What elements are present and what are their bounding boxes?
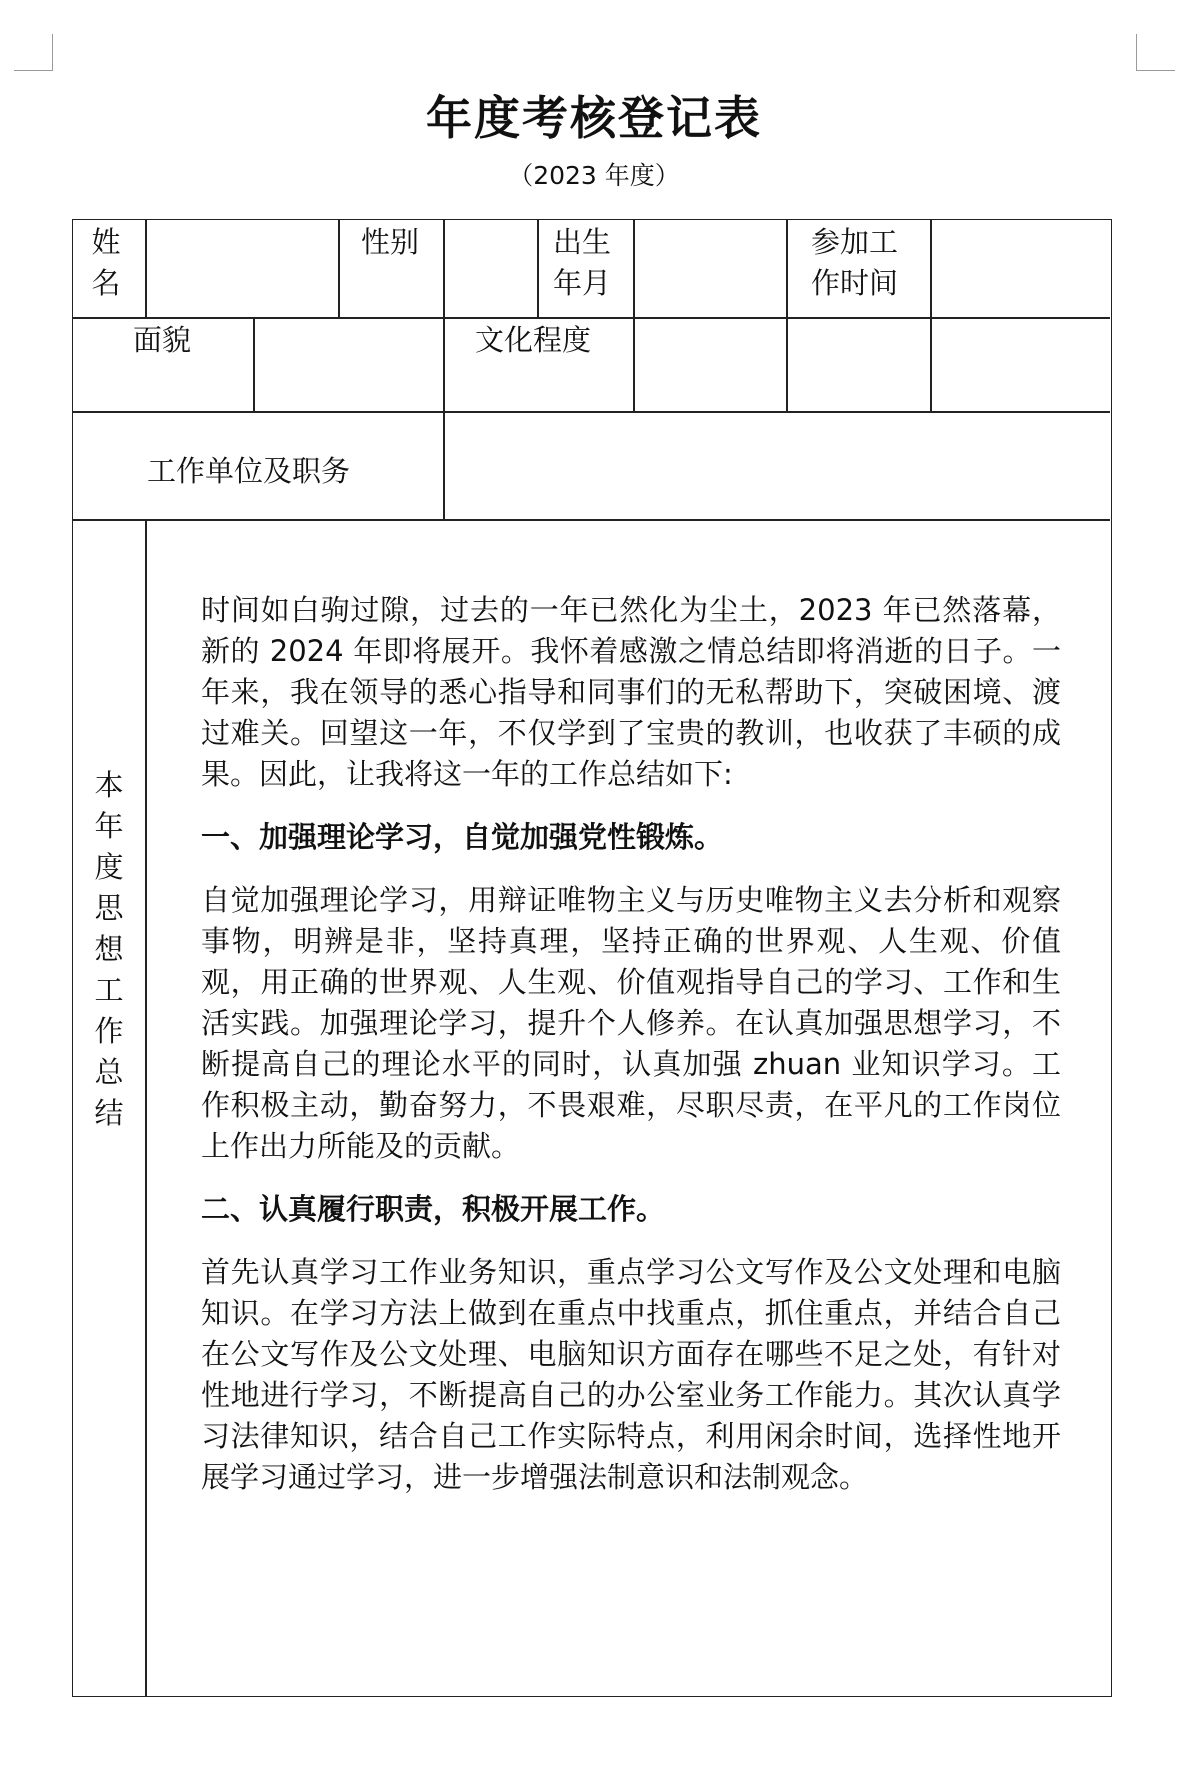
- education-level-label: 文化程度: [475, 323, 592, 357]
- row-divider-1: [73, 317, 1110, 319]
- col-divider-r12-f: [786, 220, 788, 411]
- row-divider-2: [73, 411, 1110, 413]
- col-divider-r4: [145, 519, 147, 1696]
- col-divider-r2-a: [253, 317, 255, 411]
- section-1-body: 自觉加强理论学习，用辩证唯物主义与历史唯物主义去分析和观察事物，明辨是非，坚持真理，坚持正确的世界观、人生观、价值观，用正确的世界观、人生观、价值观指导自己的学习、工作和生活实践。加强理论学习，提升个人修养。在认真加强思想学习，不断提高自己的理论水平的同时，认真加强 zhuan 业知识学习。工作积极主动，勤奋努力，不畏艰难，尽职尽责，在平凡的工作岗位上作出力所能及的贡献。: [201, 883, 1061, 1163]
- gender-label: 性别: [361, 225, 420, 259]
- document-subtitle: （2023 年度）: [508, 161, 680, 190]
- summary-intro: 时间如白驹过隙，过去的一年已然化为尘土，2023 年已然落幕，新的 2024 年即将展开。我怀着感激之情总结即将消逝的日子。一年来，我在领导的悉心指导和同事们的无私帮助下，突破困境、渡过难关。回望这一年，不仅学到了宝贵的教训，也收获了丰硕的成果。因此，让我将这一年的工作总结如下:: [201, 593, 1061, 791]
- annual-summary-label: 本年度思想工作总结: [94, 768, 124, 1130]
- col-divider-r1-a: [145, 220, 147, 317]
- col-divider-r1-b: [338, 220, 340, 317]
- annual-summary-content: [201, 590, 1061, 1498]
- section-1-heading: 一、加强理论学习，自觉加强党性锻炼。: [201, 820, 724, 854]
- page-corner-mark-left: [14, 34, 53, 71]
- name-label: 姓名: [91, 225, 121, 300]
- col-divider-r1-d: [537, 220, 539, 317]
- col-divider-r12-g: [930, 220, 932, 411]
- birth-date-label: 出生年月: [553, 225, 612, 300]
- col-divider-r1-c: [443, 220, 445, 317]
- section-2-heading: 二、认真履行职责，积极开展工作。: [201, 1192, 666, 1226]
- col-divider-r12-e: [633, 220, 635, 411]
- col-divider-r23: [443, 317, 445, 519]
- row-divider-3: [73, 519, 1110, 521]
- work-unit-position-label: 工作单位及职务: [147, 454, 351, 488]
- section-2-body: 首先认真学习工作业务知识，重点学习公文写作及公文处理和电脑知识。在学习方法上做到在重点中找重点，抓住重点，并结合自己在公文写作及公文处理、电脑知识方面存在哪些不足之处，有针对性地进行学习，不断提高自己的办公室业务工作能力。其次认真学习法律知识，结合自己工作实际特点，利用闲余时间，选择性地开展学习通过学习，进一步增强法制意识和法制观念。: [201, 1255, 1061, 1494]
- document-title: 年度考核登记表: [426, 91, 762, 145]
- page-corner-mark-right: [1136, 34, 1175, 71]
- political-status-label: 面貌: [133, 323, 192, 357]
- work-start-date-label: 参加工作时间: [811, 225, 899, 300]
- registration-form-table: [72, 219, 1112, 1697]
